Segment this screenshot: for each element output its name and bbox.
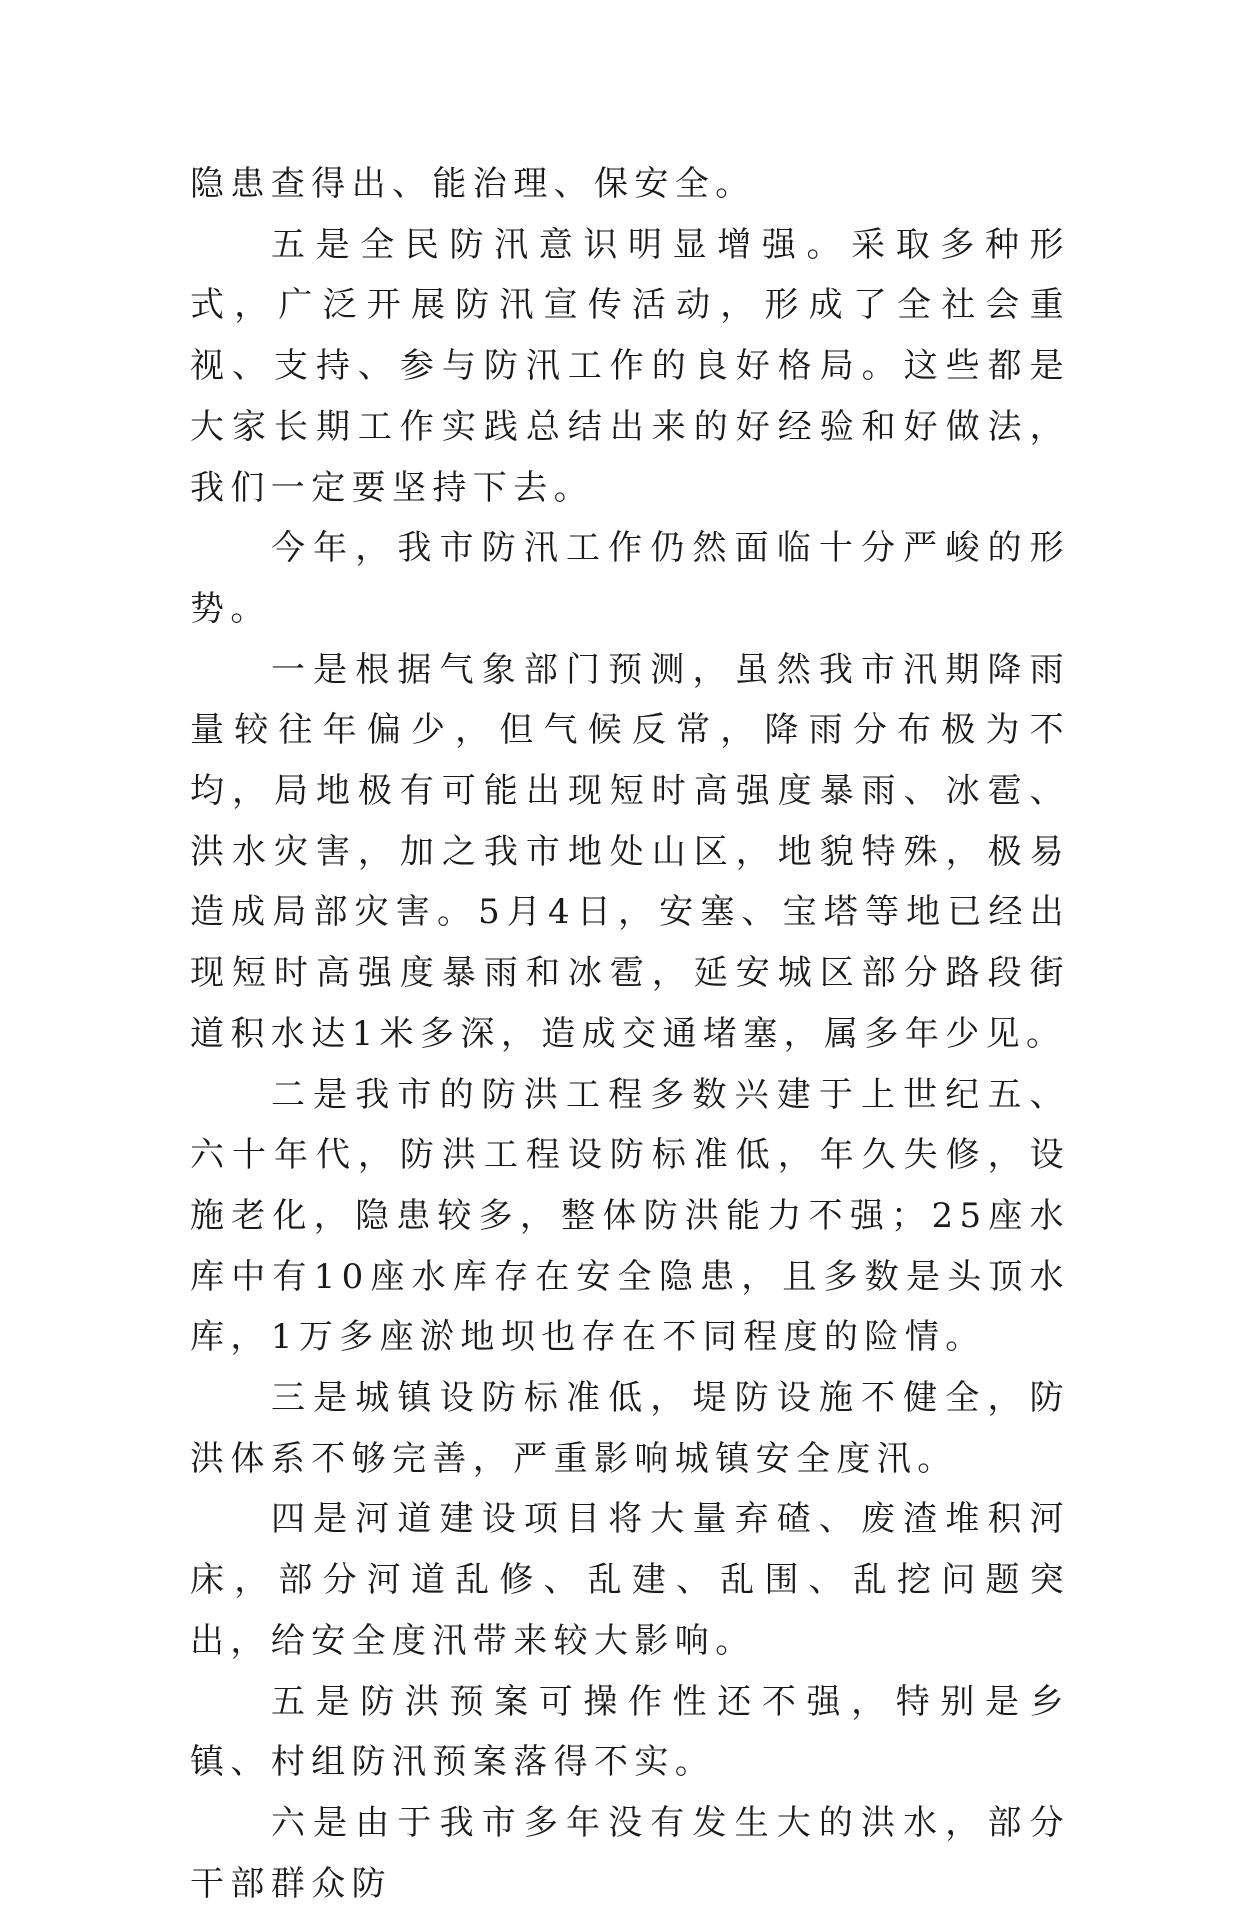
paragraph: 二是我市的防洪工程多数兴建于上世纪五、六十年代，防洪工程设防标准低，年久失修，设施老化，隐患较多，整体防洪能力不强；25座水库中有10座水库存在安全隐患，且多数是头顶水库，1万多座淤地坝也存在不同程度的险情。 <box>190 1074 1070 1358</box>
paragraph: 隐患查得出、能治理、保安全。 <box>190 164 756 204</box>
paragraph: 今年，我市防汛工作仍然面临十分严峻的形势。 <box>190 528 1070 629</box>
paragraph: 五是防洪预案可操作性还不强，特别是乡镇、村组防汛预案落得不实。 <box>190 1681 1070 1783</box>
paragraph: 六是由于我市多年没有发生大的洪水，部分干部群众防 <box>190 1802 1070 1904</box>
document-body <box>190 154 1070 1914</box>
paragraph: 三是城镇设防标准低，堤防设施不健全，防洪体系不够完善，严重影响城镇安全度汛。 <box>190 1378 1070 1479</box>
paragraph: 一是根据气象部门预测，虽然我市汛期降雨量较往年偏少，但气候反常，降雨分布极为不均，局地极有可能出现短时高强度暴雨、冰雹、洪水灾害，加之我市地处山区，地貌特殊，极易造成局部灾害。5月4日，安塞、宝塔等地已经出现短时高强度暴雨和冰雹，延安城区部分路段街道积水达1米多深，造成交通堵塞，属多年少见。 <box>190 649 1070 1054</box>
paragraph: 四是河道建设项目将大量弃碴、废渣堆积河床，部分河道乱修、乱建、乱围、乱挖问题突出，给安全度汛带来较大影响。 <box>190 1499 1070 1661</box>
paragraph: 五是全民防汛意识明显增强。采取多种形式，广泛开展防汛宣传活动，形成了全社会重视、支持、参与防汛工作的良好格局。这些都是大家长期工作实践总结出来的好经验和好做法，我们一定要坚持下去。 <box>190 224 1070 508</box>
